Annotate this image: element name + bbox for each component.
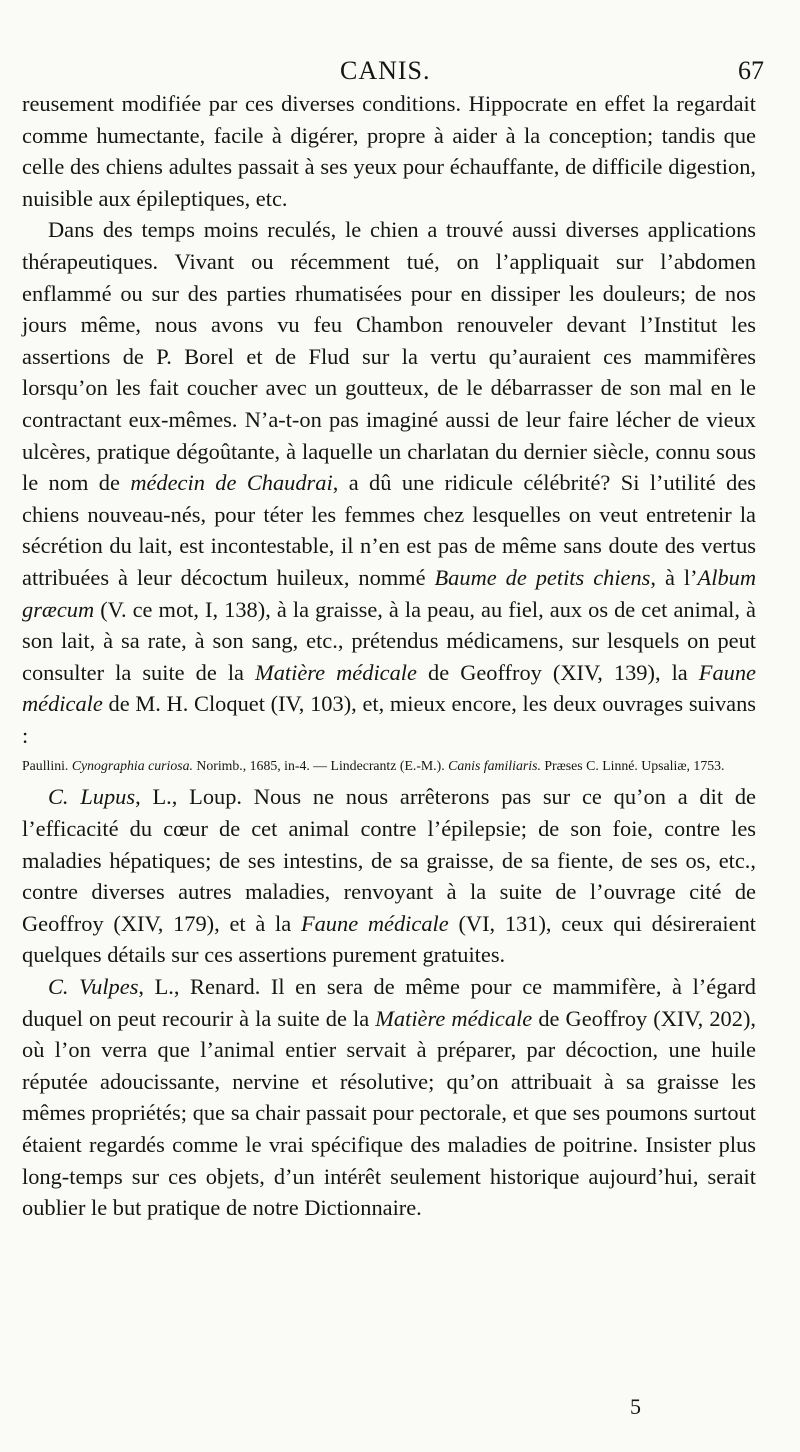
text-run: Norimb., 1685, in-4. — Lindecrantz (E.-M.).: [192, 758, 449, 774]
italic-text: Faune médicale: [300, 910, 449, 936]
text-run: , L., Loup. Nous ne nous arrêterons pas sur ce qu’on a dit de l’efficacité du cœur de cet animal contre l’épilepsie; de son foie, contre les maladies hépatiques; de ses intestins, de sa graisse, de sa fiente, de ses os, etc., contre diverses autres maladies, renvoyant à la suite de l’ouvrage cité de Geoffroy (XIV, 179), et à la: [22, 784, 756, 936]
text-run: , L., Renard. Il en sera de même pour ce mammifère, à l’égard duquel on peut recourir à la suite de la: [22, 974, 756, 1031]
italic-text: Baume de petits chiens: [434, 564, 651, 590]
paragraph: [22, 781, 756, 971]
text-run: , a dû une ridicule célébrité? Si l’utilité des chiens nouveau-nés, pour téter les femmes chez lesquelles on veut entretenir la sécrétion du lait, est incontestable, il n’en est pas de même sans doute des vertus attribuées à leur décoctum huileux, nommé: [22, 470, 756, 590]
text-run: (VI, 131), ceux qui désireraient quelques détails sur ces assertions purement gratuites.: [22, 910, 757, 968]
text-run: de Geoffroy (XIV, 139), la: [416, 659, 699, 685]
text-run: de M. H. Cloquet (IV, 103), et, mieux encore, les deux ouvrages suivans :: [22, 691, 756, 748]
bibliographic-reference: [22, 757, 756, 775]
text-run: Præses C. Linné. Upsaliæ, 1753.: [540, 758, 725, 774]
italic-text: Canis familiaris.: [448, 758, 541, 774]
body-text: [22, 88, 756, 1224]
text-run: , à l’: [650, 564, 698, 590]
paragraph: [22, 214, 756, 751]
italic-text: Matière médicale: [255, 659, 417, 685]
page-number: 67: [738, 56, 764, 85]
italic-text: C. Lupus: [48, 784, 136, 810]
italic-text: Faune médicale: [22, 659, 756, 717]
italic-text: C. Vulpes: [48, 974, 139, 1000]
paragraph: [22, 88, 756, 214]
italic-text: médecin de Chaudrai: [130, 470, 333, 496]
italic-text: Matière médicale: [375, 1005, 533, 1031]
text-run: (V. ce mot, I, 138), à la graisse, à la peau, au fiel, aux os de cet animal, à son lait, à sa rate, à son sang, etc., prétendus médicamens, sur lesquels on peut consulter la suite de la: [22, 596, 756, 685]
text-run: de Geoffroy (XIV, 202), où l’on verra que l’animal entier servait à préparer, par décoction, une huile réputée adoucissante, nervine et résolutive; qu’on attribuait à sa graisse les mêmes propriétés; que sa chair passait pour pectorale, et que ses poumons surtout étaient regardés comme le vrai spécifique des maladies de poitrine. Insister plus long-temps sur ces objets, d’un intérêt seulement historique aujourd’hui, serait oublier le but pratique de notre Dictionnaire.: [22, 1005, 757, 1221]
text-run: reusement modifiée par ces diverses conditions. Hippocrate en effet la regardait comme humectante, facile à digérer, propre à aider à la conception; tandis que celle des chiens adultes passait à ses yeux pour échauffante, de difficile digestion, nuisible aux épileptiques, etc.: [22, 91, 756, 211]
italic-text: Album græcum: [22, 564, 757, 622]
italic-text: Cynographia curiosa.: [71, 758, 193, 774]
page-header: [22, 52, 764, 92]
paragraph: [22, 971, 756, 1224]
signature-mark: 5: [630, 1394, 641, 1419]
text-run: Dans des temps moins reculés, le chien a trouvé aussi diverses applications thérapeutiques. Vivant ou récemment tué, on l’appliquait sur l’abdomen enflammé ou sur des parties rhumatisées pour en dissiper les douleurs; de nos jours même, nous avons vu feu Chambon renouveler devant l’Institut les assertions de P. Borel et de Flud sur la vertu qu’auraient ces mammifères lorsqu’on les fait coucher avec un goutteux, de le débarrasser de son mal en le contractant eux-mêmes. N’a-t-on pas imaginé aussi de leur faire lécher de vieux ulcères, pratique dégoûtante, à laquelle un charlatan du dernier siècle, connu sous le nom de: [22, 217, 756, 496]
running-title: CANIS.: [340, 56, 431, 85]
text-run: Paullini.: [22, 758, 72, 774]
